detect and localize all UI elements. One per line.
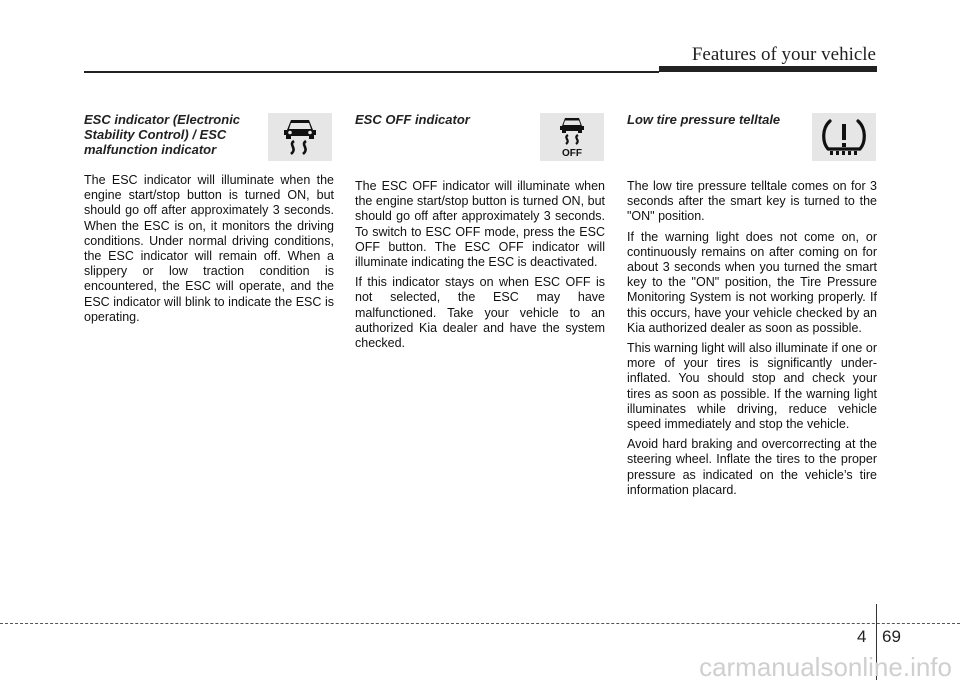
page-header-title: Features of your vehicle (691, 44, 876, 65)
section-paragraph: The low tire pressure telltale comes on for 3 seconds after the smart key is turned to the "ON" position. (627, 179, 877, 224)
esc-off-icon (540, 113, 604, 161)
section-paragraph: Avoid hard braking and overcorrecting at the steering wheel. Inflate the tires to the proper pressure as indicated on the vehicle’s tire information placard. (627, 437, 877, 497)
watermark: carmanualsonline.info (699, 652, 952, 682)
chapter-number: 4 (857, 627, 867, 646)
section-heading: ESC indicator (Electronic Stability Control) / ESC malfunction indicator (84, 112, 241, 157)
esc-car-skid-icon (268, 113, 332, 161)
section-paragraph: The ESC OFF indicator will illuminate when the engine start/stop button is turned ON, but should go off after approximately 3 seconds. To switch to ESC OFF mode, press the ESC OFF button. The ESC OFF indicator will illuminate indicating the ESC is deactivated. (355, 179, 605, 270)
section-paragraph: The ESC indicator will illuminate when the engine start/stop button is turned ON, but should go off after approximately 3 seconds. When the ESC is on, it monitors the driving conditions. Under normal driving conditions, the ESC indicator will remain off. When a slippery or low traction condition is encountered, the ESC will operate, and the ESC indicator will blink to indicate the ESC is operating. (84, 173, 334, 324)
footer-dashed-rule (0, 623, 960, 624)
tire-pressure-warning-icon (812, 113, 876, 161)
section-tire-pressure (627, 110, 877, 503)
section-paragraph: This warning light will also illuminate if one or more of your tires is significantly under-inflated. You should stop and check your tires as soon as possible. If the warning light illuminates while driving, reduce vehicle speed immediately and stop the vehicle. (627, 341, 877, 432)
section-heading: ESC OFF indicator (355, 112, 470, 127)
page-number: 69 (882, 627, 901, 646)
section-paragraph: If the warning light does not come on, or continuously remains on after coming on for about 3 seconds when you turned the smart key to the "ON" position, the Tire Pressure Monitoring System is not working properly. If this occurs, have your vehicle checked by an Kia authorized dealer as soon as possible. (627, 229, 877, 335)
off-label: OFF (562, 148, 582, 159)
header-rule-thick (659, 66, 877, 72)
section-paragraph: If this indicator stays on when ESC OFF is not selected, the ESC may have malfunctioned. Take your vehicle to an authorized Kia dealer and have the system checked. (355, 275, 605, 351)
section-heading: Low tire pressure telltale (627, 112, 781, 127)
header-rule (84, 71, 659, 73)
